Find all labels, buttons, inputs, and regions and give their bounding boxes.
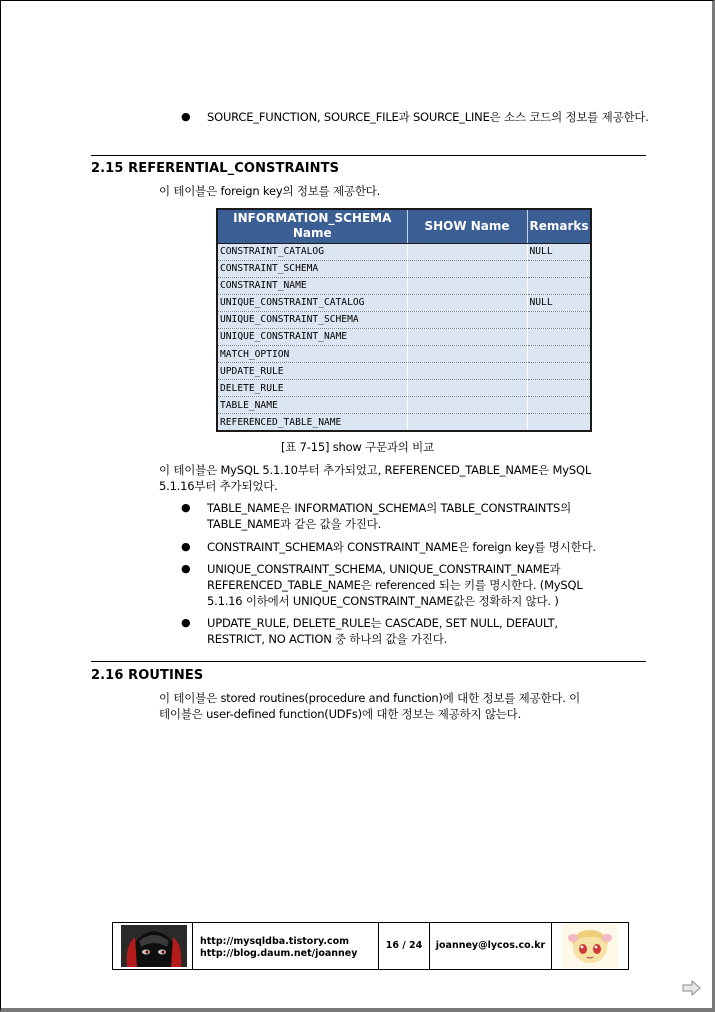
bullet-line: RESTRICT, NO ACTION 중 하나의 값을 가진다. [207, 632, 448, 646]
column-header: SHOW Name [407, 209, 527, 243]
table-cell: NULL [527, 294, 591, 311]
table-header-row [217, 209, 591, 243]
table-row [217, 380, 591, 397]
table-row [217, 414, 591, 431]
arrow-right-icon [682, 980, 702, 996]
table-cell [527, 328, 591, 345]
footer-right-logo [552, 923, 628, 969]
footer-urls [193, 923, 379, 969]
table-cell: CONSTRAINT_CATALOG [217, 243, 407, 260]
column-header: Remarks [527, 209, 591, 243]
bullet-line: TABLE_NAME은 INFORMATION_SCHEMA의 TABLE_CONSTRAINTS의 [207, 501, 572, 515]
bullet-line: 5.1.16 이하에서 UNIQUE_CONSTRAINT_NAME값은 정확하지 않다. ) [207, 594, 559, 608]
bullet-icon: ● [181, 110, 191, 123]
section-divider [91, 661, 646, 662]
table-cell [407, 414, 527, 431]
bullet-icon: ● [181, 562, 191, 575]
table-cell [527, 380, 591, 397]
dark-character-avatar-icon [121, 925, 187, 967]
show-comparison-table [216, 208, 592, 432]
paragraph-line: 5.1.16부터 추가되었다. [159, 479, 278, 493]
page-number: 16 / 24 [385, 940, 423, 951]
paragraph-line: 이 테이블은 stored routines(procedure and function)에 대한 정보를 제공한다. 이 [159, 691, 581, 705]
cartoon-girl-avatar-icon [562, 924, 618, 968]
table-cell: UNIQUE_CONSTRAINT_SCHEMA [217, 311, 407, 328]
table-cell [407, 260, 527, 277]
page-footer [112, 922, 629, 970]
paragraph-line: 이 테이블은 MySQL 5.1.10부터 추가되었고, REFERENCED_TABLE_NAME은 MySQL [159, 463, 592, 477]
table-cell [407, 363, 527, 380]
section-intro: 이 테이블은 foreign key의 정보를 제공한다. [159, 184, 381, 198]
table-cell: MATCH_OPTION [217, 345, 407, 362]
paragraph [159, 462, 649, 494]
table-cell: UNIQUE_CONSTRAINT_CATALOG [217, 294, 407, 311]
table-row [217, 345, 591, 362]
bullet-line: REFERENCED_TABLE_NAME은 referenced 되는 키를 명시한다. (MySQL [207, 578, 583, 592]
table-cell: CONSTRAINT_SCHEMA [217, 260, 407, 277]
table-cell [407, 277, 527, 294]
table-cell [527, 260, 591, 277]
table-row [217, 277, 591, 294]
next-page-button[interactable] [682, 980, 702, 1000]
section-heading: 2.16 ROUTINES [91, 668, 204, 683]
table-row [217, 363, 591, 380]
email-link[interactable]: joanney@lycos.co.kr [435, 940, 546, 951]
bullet-icon: ● [181, 616, 191, 629]
table-cell [407, 311, 527, 328]
table-cell [407, 328, 527, 345]
table-cell: CONSTRAINT_NAME [217, 277, 407, 294]
table-cell [407, 397, 527, 414]
table-cell: NULL [527, 243, 591, 260]
bullet-line: UPDATE_RULE, DELETE_RULE는 CASCADE, SET NULL, DEFAULT, [207, 616, 558, 630]
table-cell [527, 311, 591, 328]
table-cell [407, 243, 527, 260]
table-row [217, 397, 591, 414]
table-cell: DELETE_RULE [217, 380, 407, 397]
footer-page [379, 923, 430, 969]
bullet-line: CONSTRAINT_SCHEMA와 CONSTRAINT_NAME은 foreign key를 명시한다. [207, 540, 596, 554]
table-cell: TABLE_NAME [217, 397, 407, 414]
footer-left-logo [113, 923, 193, 969]
table-cell: UPDATE_RULE [217, 363, 407, 380]
table-cell [527, 277, 591, 294]
table-cell: REFERENCED_TABLE_NAME [217, 414, 407, 431]
footer-url[interactable]: http://blog.daum.net/joanney [200, 948, 358, 959]
bullet-icon: ● [181, 540, 191, 553]
table-caption: [표 7-15] show 구문과의 비교 [281, 440, 434, 454]
bullet-text [207, 539, 647, 555]
section-divider [91, 155, 646, 156]
table-cell [407, 345, 527, 362]
table-row [217, 328, 591, 345]
bullet-text [207, 561, 647, 609]
table-row [217, 260, 591, 277]
table-cell [527, 414, 591, 431]
table-cell [527, 363, 591, 380]
bullet-text [207, 500, 647, 532]
table-cell [527, 345, 591, 362]
table-row [217, 311, 591, 328]
table-cell [527, 397, 591, 414]
bullet-icon: ● [181, 501, 191, 514]
bullet-line: UNIQUE_CONSTRAINT_SCHEMA, UNIQUE_CONSTRAINT_NAME과 [207, 562, 561, 576]
paragraph [159, 690, 649, 722]
table-cell [407, 380, 527, 397]
section-heading: 2.15 REFERENTIAL_CONSTRAINTS [91, 161, 340, 176]
footer-url[interactable]: http://mysqldba.tistory.com [200, 936, 349, 947]
paragraph-line: 테이블은 user-defined function(UDFs)에 대한 정보는 제공하지 않는다. [159, 707, 522, 721]
footer-email [430, 923, 552, 969]
bullet-text [207, 615, 647, 647]
table-row [217, 294, 591, 311]
table-cell: UNIQUE_CONSTRAINT_NAME [217, 328, 407, 345]
bullet-line: TABLE_NAME과 같은 값을 가진다. [207, 517, 382, 531]
column-header: INFORMATION_SCHEMA Name [217, 209, 407, 243]
table-row [217, 243, 591, 260]
bullet-text: SOURCE_FUNCTION, SOURCE_FILE과 SOURCE_LINE은 소스 코드의 정보를 제공한다. [207, 110, 649, 124]
table-cell [407, 294, 527, 311]
